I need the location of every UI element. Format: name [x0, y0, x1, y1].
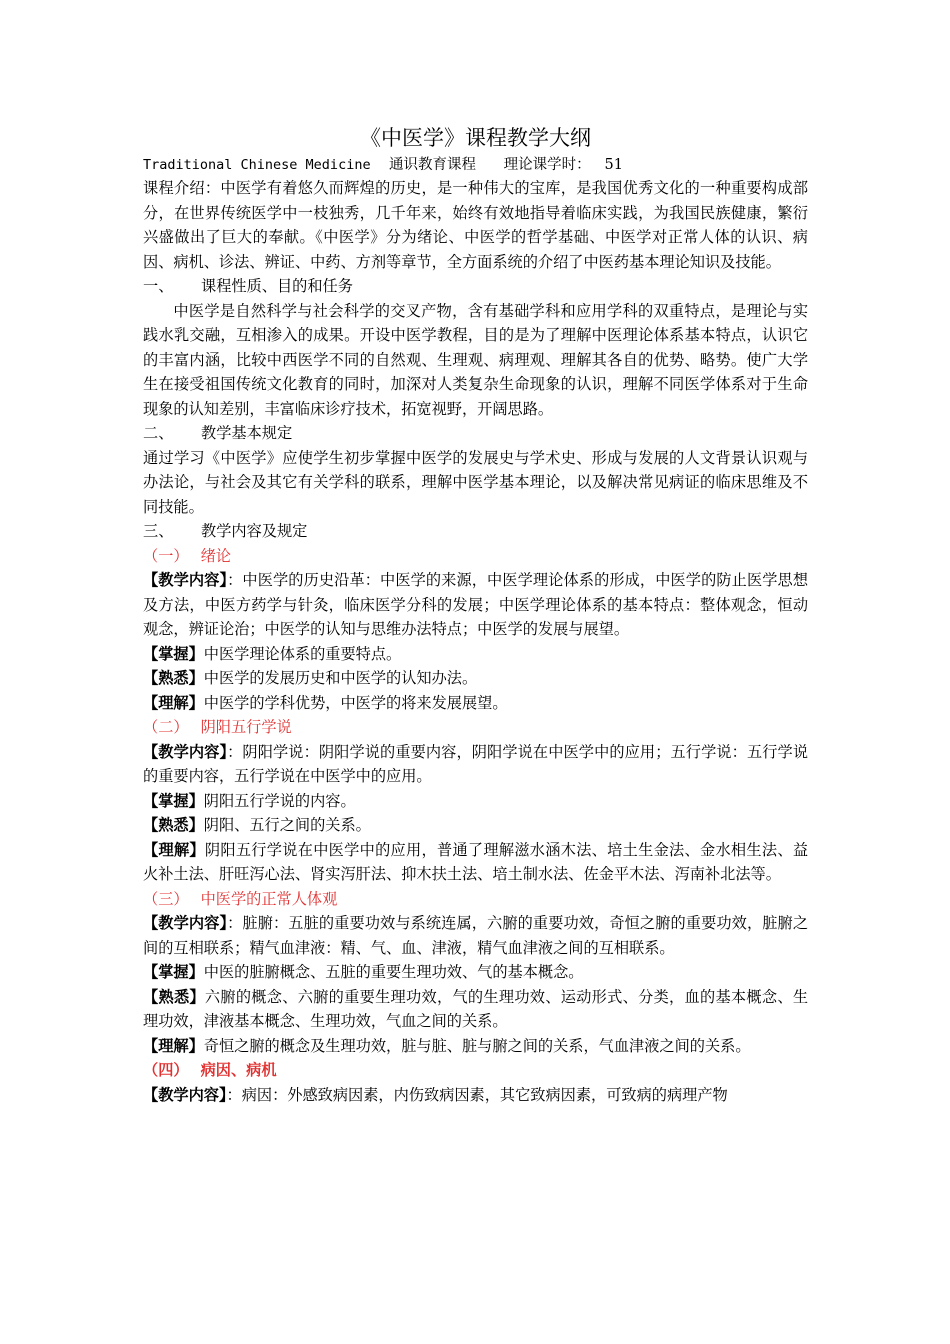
unit-item-text: ：脏腑：五脏的重要功效与系统连属，六腑的重要功效，奇恒之腑的重要功效，脏腑之间的互相联系；精气血津液：精、气、血、津液，精气血津液之间的互相联系。: [143, 914, 809, 957]
unit-item-label: 【掌握】: [143, 644, 204, 663]
document-title: 《中医学》课程教学大纲: [360, 126, 591, 150]
section-title: 教学内容及规定: [201, 522, 308, 540]
course-hours-value: 51: [604, 157, 623, 173]
unit-number: （二）: [143, 718, 189, 736]
unit-item-text: 中医学的学科优势，中医学的将来发展展望。: [203, 693, 508, 712]
unit-item: [143, 960, 808, 985]
unit-number: （三）: [143, 889, 189, 908]
course-meta-line: [143, 154, 808, 176]
course-hours-label: 理论课学时：: [503, 157, 591, 173]
unit-item-label: 【教学内容】: [143, 1085, 227, 1104]
unit-item: [143, 789, 808, 814]
unit-item-text: ：中医学的历史沿革：中医学的来源，中医学理论体系的形成，中医学的防止医学思想及方法，中医方药学与针灸，临床医学分科的发展；中医学理论体系的基本特点：整体观念，恒动观念，辨证论治；中医学的认知与思维办法特点；中医学的发展与展望。: [143, 571, 809, 638]
section-heading-1: [143, 274, 808, 299]
unit-item: [143, 1034, 808, 1059]
course-category: 通识教育课程: [389, 157, 477, 173]
unit-item-text: 六腑的概念、六腑的重要生理功效，气的生理功效、运动形式、分类，血的基本概念、生理功效，津液基本概念、生理功效，气血之间的关系。: [143, 987, 809, 1030]
unit-item: [143, 568, 808, 642]
unit-item-label: 【掌握】: [143, 791, 204, 810]
unit-title: 中医学的正常人体观: [200, 889, 338, 908]
section-heading-3: [143, 519, 808, 544]
course-intro: 课程介绍：中医学有着悠久而辉煌的历史，是一种伟大的宝库，是我国优秀文化的一种重要构成部分，在世界传统医学中一枝独秀，几千年来，始终有效地指导着临床实践，为我国民族健康，繁衍兴盛做出了巨大的奉献。《中医学》分为绪论、中医学的哲学基础、中医学对正常人体的认识、病因、病机、诊法、辨证、中药、方剂等章节，全方面系统的介绍了中医药基本理论知识及技能。: [143, 179, 808, 271]
unit-item-label: 【掌握】: [143, 963, 204, 981]
unit-item-label: 【教学内容】: [143, 571, 228, 589]
unit-item-text: 阴阳五行学说在中医学中的应用，普通了理解滋水涵木法、培土生金法、金水相生法、益火补土法、肝旺泻心法、肾实泻肝法、抑木扶土法、培土制水法、佐金平木法、泻南补北法等。: [143, 840, 809, 883]
section-title: 课程性质、目的和任务: [201, 277, 353, 295]
unit-heading: [143, 715, 808, 740]
unit-item-label: 【熟悉】: [143, 816, 204, 834]
unit-item: [143, 813, 808, 838]
section-number: 三、: [143, 522, 174, 540]
section-body-2: 通过学习《中医学》应使学生初步掌握中医学的发展史与学术史、形成与发展的人文背景认识观与办法论，与社会及其它有关学科的联系，理解中医学基本理论，以及解决常见病证的临床思维及不同技能。: [143, 448, 808, 516]
unit-item-text: ：阴阳学说：阴阳学说的重要内容，阴阳学说在中医学中的应用；五行学说：五行学说的重要内容，五行学说在中医学中的应用。: [143, 742, 809, 785]
section-title: 教学基本规定: [201, 424, 293, 442]
section-number: 一、: [143, 277, 174, 295]
unit-item-text: 阴阳五行学说的内容。: [203, 791, 356, 810]
unit-number: （四）: [143, 1061, 189, 1079]
unit-heading: [143, 887, 808, 912]
section-body-1: 中医学是自然科学与社会科学的交叉产物，含有基础学科和应用学科的双重特点，是理论与实践水乳交融，互相渗入的成果。开设中医学教程，目的是为了理解中医理论体系基本特点，认识它的丰富内涵，比较中西医学不同的自然观、生理观、病理观、理解其各自的优势、略势。使广大学生在接受祖国传统文化教育的同时，加深对人类复杂生命现象的认识，理解不同医学体系对于生命现象的认知差别，丰富临床诊疗技术，拓宽视野，开阔思路。: [143, 301, 808, 418]
unit-item: [143, 1083, 808, 1108]
unit-item-label: 【理解】: [143, 693, 204, 712]
unit-item-text: 奇恒之腑的概念及生理功效，脏与脏、脏与腑之间的关系，气血津液之间的关系。: [203, 1036, 751, 1055]
unit-title: 阴阳五行学说: [200, 718, 292, 736]
unit-item: [143, 642, 808, 667]
section-number: 二、: [143, 424, 174, 442]
document-page: [143, 124, 808, 1107]
unit-item-text: ：病因：外感致病因素，内伤致病因素，其它致病因素，可致病的病理产物: [226, 1085, 728, 1104]
unit-heading: [143, 544, 808, 569]
unit-item-label: 【教学内容】: [143, 742, 228, 761]
unit-item-text: 中医学的发展历史和中医学的认知办法。: [203, 669, 478, 687]
unit-item: [143, 691, 808, 716]
unit-item: [143, 911, 808, 960]
unit-item: [143, 666, 808, 691]
unit-title: 绪论: [200, 546, 231, 565]
unit-item: [143, 838, 808, 887]
unit-item-text: 中医学理论体系的重要特点。: [203, 644, 402, 663]
unit-item-text: 阴阳、五行之间的关系。: [203, 816, 371, 834]
unit-heading: [143, 1058, 808, 1083]
unit-item-label: 【理解】: [143, 1036, 204, 1055]
unit-item: [143, 985, 808, 1034]
unit-item-label: 【理解】: [143, 840, 205, 859]
unit-item-label: 【熟悉】: [143, 669, 204, 687]
section-heading-2: [143, 421, 808, 446]
unit-item-label: 【熟悉】: [143, 987, 205, 1006]
unit-number: （一）: [143, 546, 189, 565]
unit-title: 病因、病机: [200, 1061, 277, 1079]
unit-item-label: 【教学内容】: [143, 914, 228, 932]
teaching-units: [143, 544, 808, 1108]
unit-item: [143, 740, 808, 789]
unit-item-text: 中医的脏腑概念、五脏的重要生理功效、气的基本概念。: [203, 963, 584, 981]
course-english-name: Traditional Chinese Medicine: [143, 157, 371, 173]
